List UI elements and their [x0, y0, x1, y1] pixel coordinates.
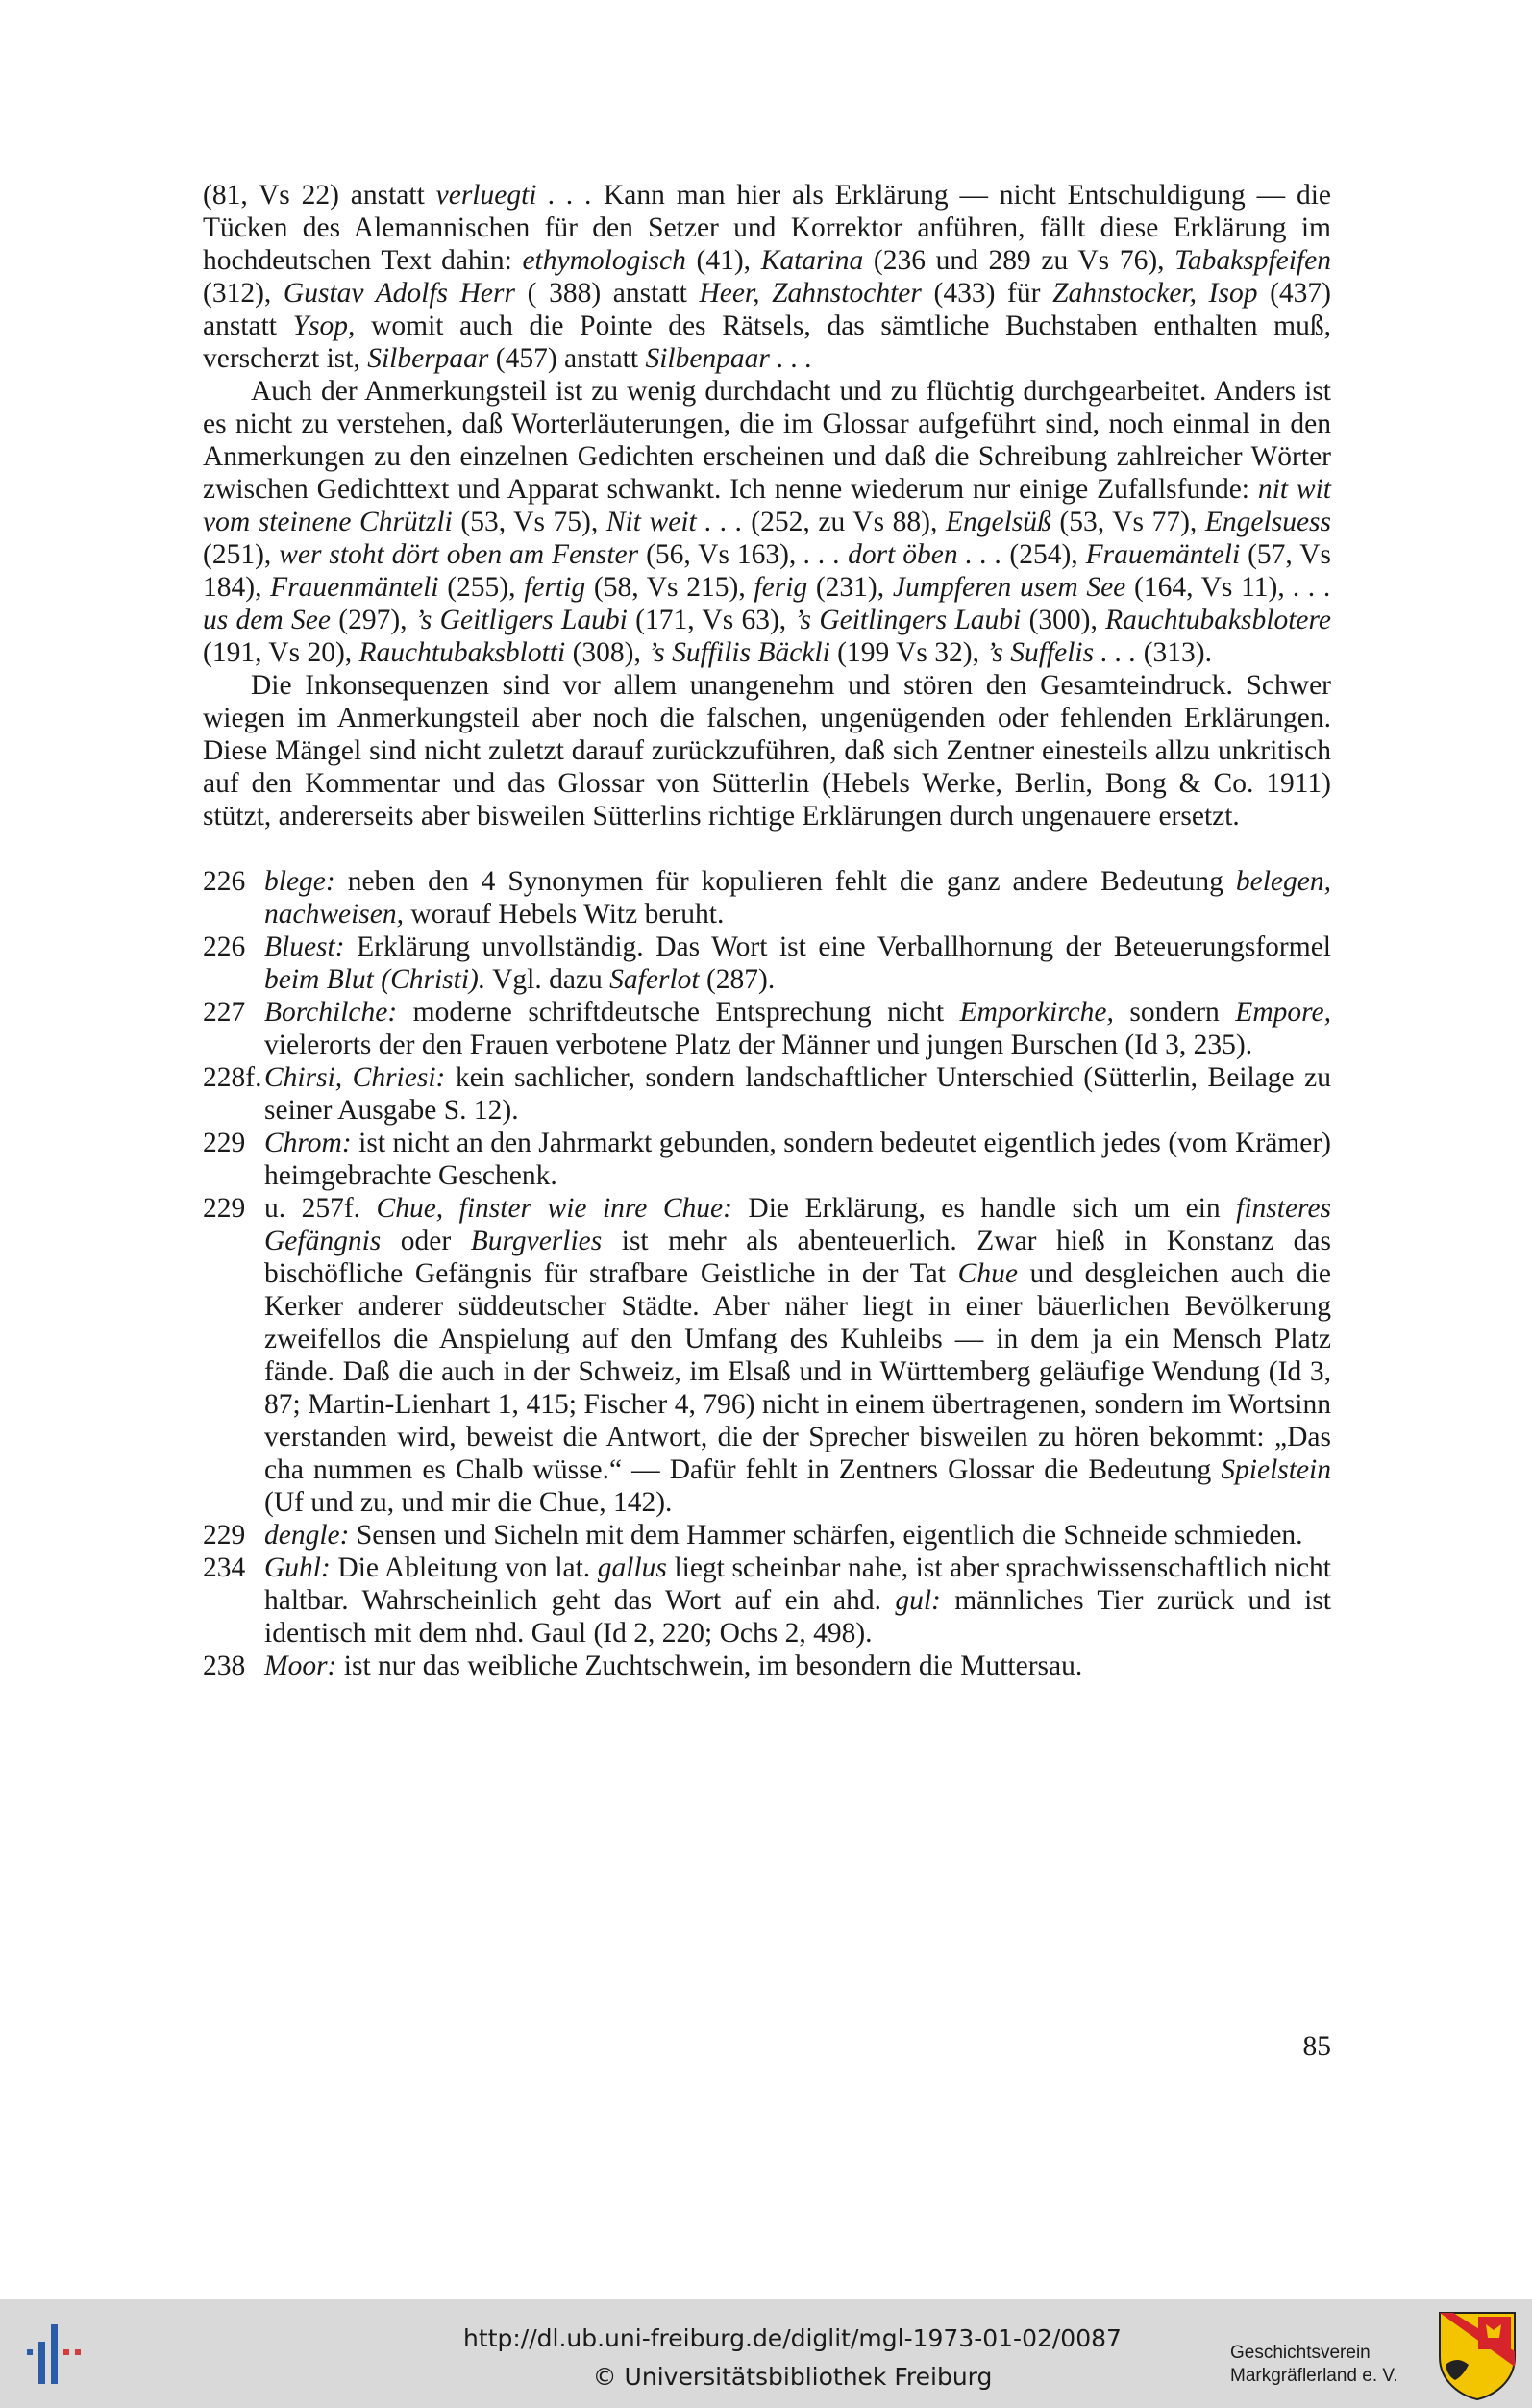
body-paragraph: (81, Vs 22) anstatt verluegti . . . Kann man hier als Erklärung — nicht Entschuldigung — die Tücken des Alemannischen für den Setzer und Korrektor anführen, fällt diese Erklärung im hochdeutschen Text dahin: ethymologisch (41), Katarina (236 und 289 zu Vs 76), Tabakspfeifen (312), Gustav Adolfs Herr ( 388) anstatt Heer, Zahnstochter (433) für Zahnstocker, Isop (437) anstatt Ysop, womit auch die Pointe des Rätsels, das sämtliche Buchstaben enthalten muß, verscherzt ist, Silberpaar (457) anstatt Silbenpaar . . . — [203, 180, 1332, 374]
page-number: 85 — [1302, 2031, 1331, 2062]
society-name — [1230, 2342, 1432, 2388]
note-text: Chrom: ist nicht an den Jahrmarkt gebunden, sondern bedeutet eigentlich jedes (vom Krämer) heimgebrachte Geschenk. — [264, 1128, 1331, 1191]
note-page-ref: 226 — [203, 931, 246, 962]
note-entry — [203, 1061, 1331, 1127]
note-page-ref: 229 — [203, 1128, 246, 1158]
footer-copyright: © Universitätsbibliothek Freiburg — [592, 2363, 993, 2391]
note-entry — [203, 1552, 1331, 1650]
note-entry — [203, 1192, 1331, 1519]
note-text: Chirsi, Chriesi: kein sachlicher, sondern landschaftlicher Unterschied (Sütterlin, Beilage zu seiner Ausgabe S. 12). — [264, 1062, 1331, 1126]
body-text — [203, 179, 1331, 832]
note-entry — [203, 1519, 1331, 1552]
note-page-ref: 229 — [203, 1193, 246, 1224]
note-text: blege: neben den 4 Synonymen für kopulieren fehlt die ganz andere Bedeutung belegen, nachweisen, worauf Hebels Witz beruht. — [264, 866, 1331, 930]
body-paragraph: Die Inkonsequenzen sind vor allem unangenehm und stören den Gesamteindruck. Schwer wiegen im Anmerkungsteil aber noch die falschen, ungenügenden oder fehlenden Erklärungen. Diese Mängel sind nicht zuletzt darauf zurückzuführen, daß sich Zentner einesteils allzu unkritisch auf den Kommentar und das Glossar von Sütterlin (Hebels Werke, Berlin, Bong & Co. 1911) stützt, andererseits aber bisweilen Sütterlins richtige Erklärungen durch ungenauere ersetzt. — [203, 670, 1331, 832]
note-page-ref: 228f. — [203, 1062, 262, 1093]
note-page-ref: 238 — [203, 1651, 246, 1681]
note-text: Bluest: Erklärung unvollständig. Das Wort ist eine Verballhornung der Beteuerungsformel beim Blut (Christi). Vgl. dazu Saferlot (287). — [264, 931, 1331, 995]
note-text: u. 257f. Chue, finster wie inre Chue: Die Erklärung, es handle sich um ein finsteres Gefängnis oder Burgverlies ist mehr als abenteuerlich. Zwar hieß in Konstanz das bischöfliche Gefängnis für strafbare Geistliche in der Tat Chue und desgleichen auch die Kerker anderer süddeutscher Städte. Aber näher liegt in einer bäuerlichen Bevölkerung zweifellos die Anspielung auf den Umfang des Kuhleibs — in dem ja ein Mensch Platz fände. Daß die auch in der Schweiz, im Elsaß und in Württemberg geläufige Wendung (Id 3, 87; Martin-Lienhart 1, 415; Fischer 4, 796) nicht in einem übertragenen, sondern im Wortsinn verstanden wird, beweist die Antwort, die der Sprecher bisweilen zu hören bekommt: „Das cha nummen es Chalb wüsse.“ — Dafür fehlt in Zentners Glossar die Bedeutung Spielstein (Uf und zu, und mir die Chue, 142). — [264, 1193, 1332, 1518]
society-crest-icon — [1436, 2309, 1519, 2401]
note-page-ref: 227 — [203, 997, 246, 1028]
note-entry — [203, 865, 1331, 931]
society-name-line2: Markgräflerland e. V. — [1230, 2366, 1398, 2386]
note-text: Borchilche: moderne schriftdeutsche Entsprechung nicht Emporkirche, sondern Empore, vielerorts der den Frauen verbotene Platz der Männer und jungen Burschen (Id 3, 235). — [264, 997, 1331, 1060]
note-page-ref: 229 — [203, 1520, 246, 1551]
note-page-ref: 234 — [203, 1552, 246, 1583]
footer-bar — [0, 2299, 1532, 2408]
notes-list — [203, 865, 1331, 1682]
note-entry — [203, 1127, 1331, 1192]
note-entry — [203, 931, 1331, 996]
footer-url-link[interactable]: http://dl.ub.uni-freiburg.de/diglit/mgl-1973-01-02/0087 — [463, 2324, 1122, 2352]
note-entry — [203, 1650, 1331, 1682]
note-entry — [203, 996, 1331, 1061]
note-text: Moor: ist nur das weibliche Zuchtschwein, im besondern die Muttersau. — [264, 1651, 1083, 1681]
society-name-line1: Geschichtsverein — [1230, 2343, 1371, 2363]
note-text: Guhl: Die Ableitung von lat. gallus liegt scheinbar nahe, ist aber sprachwissenschaftlich nicht haltbar. Wahrscheinlich geht das Wort auf ein ahd. gul: männliches Tier zurück und ist identisch mit dem nhd. Gaul (Id 2, 220; Ochs 2, 498). — [264, 1552, 1331, 1649]
note-page-ref: 226 — [203, 866, 246, 897]
page-body — [203, 179, 1331, 1682]
body-paragraph: Auch der Anmerkungsteil ist zu wenig durchdacht und zu flüchtig durchgearbeitet. Anders ist es nicht zu verstehen, daß Worterläuterungen, die im Glossar aufgeführt sind, noch einmal in den Anmerkungen zu den einzelnen Gedichten erscheinen und daß die Schreibung zahlreicher Wörter zwischen Gedichttext und Apparat schwankt. Ich nenne wiederum nur einige Zufallsfunde: nit wit vom steinene Chrützli (53, Vs 75), Nit weit . . . (252, zu Vs 88), Engelsüß (53, Vs 77), Engelsuess (251), wer stoht dört oben am Fenster (56, Vs 163), . . . dort öben . . . (254), Frauemänteli (57, Vs 184), Frauenmänteli (255), fertig (58, Vs 215), ferig (231), Jumpferen usem See (164, Vs 11), . . . us dem See (297), ’s Geitligers Laubi (171, Vs 63), ’s Geitlingers Laubi (300), Rauchtubaksblotere (191, Vs 20), Rauchtubaksblotti (308), ’s Suffilis Bäckli (199 Vs 32), ’s Suffelis . . . (313). — [203, 376, 1332, 668]
note-text: dengle: Sensen und Sicheln mit dem Hammer schärfen, eigentlich die Schneide schmieden. — [264, 1520, 1303, 1551]
